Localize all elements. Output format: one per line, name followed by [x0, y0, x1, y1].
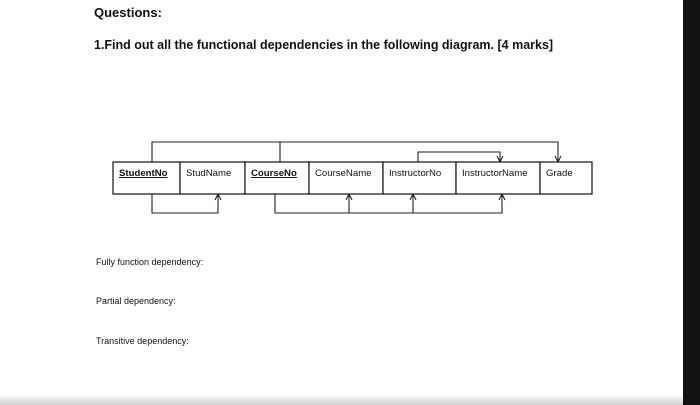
attribute-box — [309, 162, 383, 194]
question-text: 1.Find out all the functional dependencies in the following diagram. [4 marks] — [94, 38, 554, 52]
attribute-label: CourseName — [315, 168, 372, 179]
screen-border — [683, 0, 700, 405]
attribute-box — [456, 162, 540, 194]
attribute-label: InstructorName — [462, 168, 528, 179]
transitive-dependency-label: Transitive dependency: — [96, 336, 189, 346]
attribute-box — [383, 162, 456, 194]
attribute-box — [113, 162, 180, 194]
questions-heading: Questions: — [94, 5, 162, 20]
attribute-label: InstructorNo — [389, 168, 442, 179]
dependency-line-top-inner — [418, 152, 500, 162]
attribute-label: StudName — [186, 168, 232, 179]
attribute-box — [245, 162, 309, 194]
attribute-boxes — [113, 162, 592, 194]
fully-functional-dependency-label: Fully function dependency: — [96, 257, 204, 267]
dependency-line-bottom — [275, 194, 502, 213]
page-edge-shadow — [0, 395, 683, 405]
attribute-label: Grade — [546, 168, 573, 179]
attribute-box — [180, 162, 245, 194]
partial-dependency-label: Partial dependency: — [96, 296, 176, 306]
attribute-label: CourseNo — [251, 168, 297, 179]
attribute-box — [540, 162, 592, 194]
dependency-line-bottom — [152, 194, 218, 213]
attribute-label: StudentNo — [119, 168, 168, 179]
